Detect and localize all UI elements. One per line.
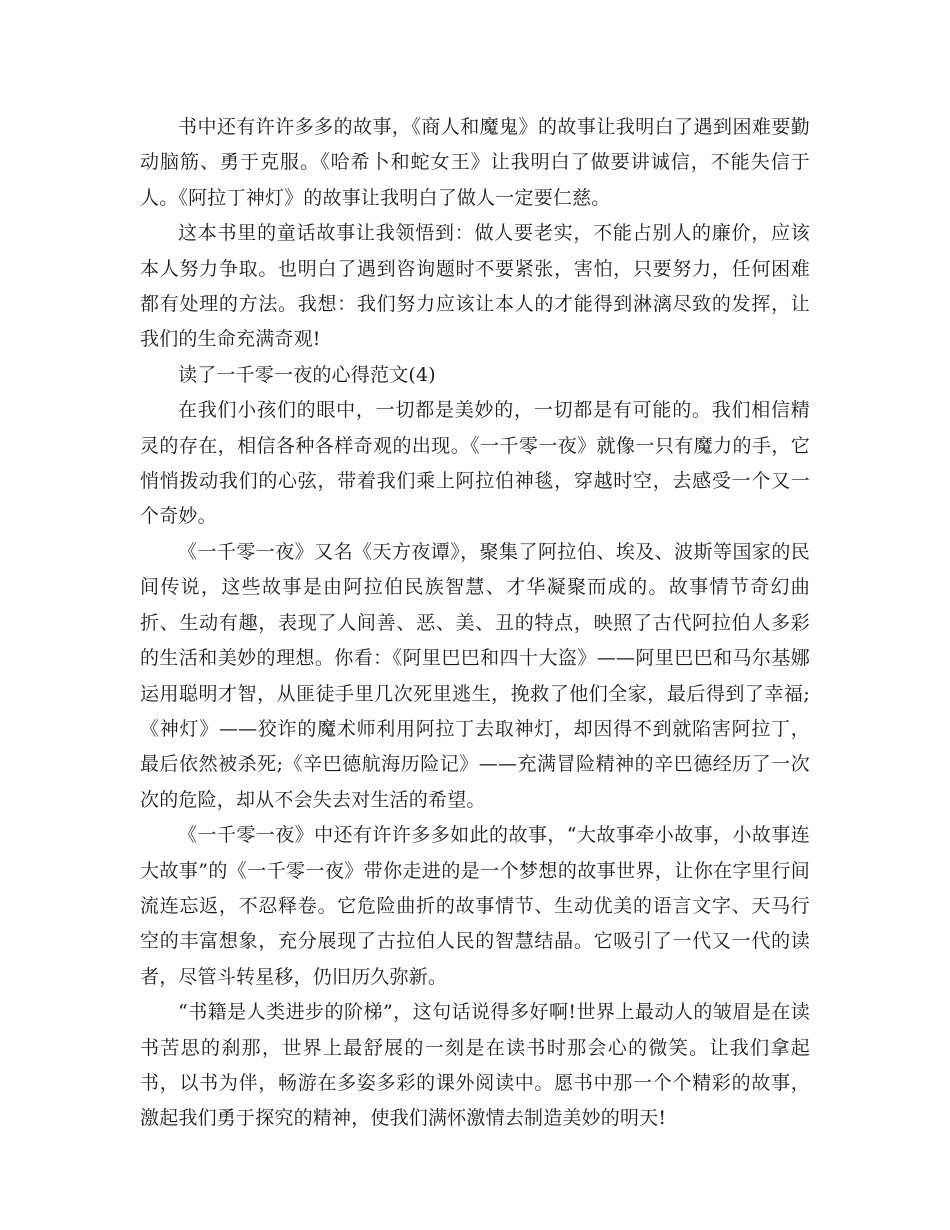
paragraph-arabian-nights-intro: 《一千零一夜》又名《天方夜谭》，聚集了阿拉伯、埃及、波斯等国家的民间传说，这些故事是由阿拉伯民族智慧、才华凝聚而成的。故事情节奇幻曲折、生动有趣，表现了人间善、恶、美、丑的特点，映照了古代阿拉伯人多彩的生活和美妙的理想。你看：《阿里巴巴和四十大盗》——阿里巴巴和马尔基娜运用聪明才智，从匪徒手里几次死里逃生，挽救了他们全家，最后得到了幸福;《神灯》——狡诈的魔术师利用阿拉丁去取神灯，却因得不到就陷害阿拉丁，最后依然被杀死;《辛巴德航海历险记》——充满冒险精神的辛巴德经历了一次次的危险，却从不会失去对生活的希望。 [140,540,810,811]
section-heading: 读了一千零一夜的心得范文(4) [178,363,436,386]
paragraph-stories: 书中还有许许多多的故事，《商人和魔鬼》的故事让我明白了遇到困难要勤动脑筋、勇于克服。《哈希卜和蛇女王》让我明白了做要讲诚信，不能失信于人。《阿拉丁神灯》的故事让我明白了做人一定要仁慈。 [140,116,810,209]
paragraph-lessons: 这本书里的童话故事让我领悟到：做人要老实，不能占别人的廉价，应该本人努力争取。也明白了遇到咨询题时不要紧张，害怕，只要努力，任何困难都有处理的方法。我想：我们努力应该让本人的才能得到淋漓尽致的发挥，让我们的生命充满奇观! [140,222,810,351]
paragraph-story-world: 《一千零一夜》中还有许许多多如此的故事，“大故事牵小故事，小故事连大故事”的《一千零一夜》带你走进的是一个梦想的故事世界，让你在字里行间流连忘返，不忍释卷。它危险曲折的故事情节、生动优美的语言文字、天马行空的丰富想象，充分展现了古拉伯人民的智慧结晶。它吸引了一代又一代的读者，尽管斗转星移，仍旧历久弥新。 [140,824,810,988]
paragraph-conclusion: “书籍是人类进步的阶梯”，这句话说得多好啊!世界上最动人的皱眉是在读书苦思的刹那，世界上最舒展的一刻是在读书时那会心的微笑。让我们拿起书，以书为伴，畅游在多姿多彩的课外阅读中。愿书中那一个个精彩的故事，激起我们勇于探究的精神，使我们满怀激情去制造美妙的明天! [140,1001,810,1130]
paragraph-childhood: 在我们小孩们的眼中，一切都是美妙的，一切都是有可能的。我们相信精灵的存在，相信各种各样奇观的出现。《一千零一夜》就像一只有魔力的手，它悄悄拨动我们的心弦，带着我们乘上阿拉伯神毯，穿越时空，去感受一个又一个奇妙。 [140,399,810,528]
